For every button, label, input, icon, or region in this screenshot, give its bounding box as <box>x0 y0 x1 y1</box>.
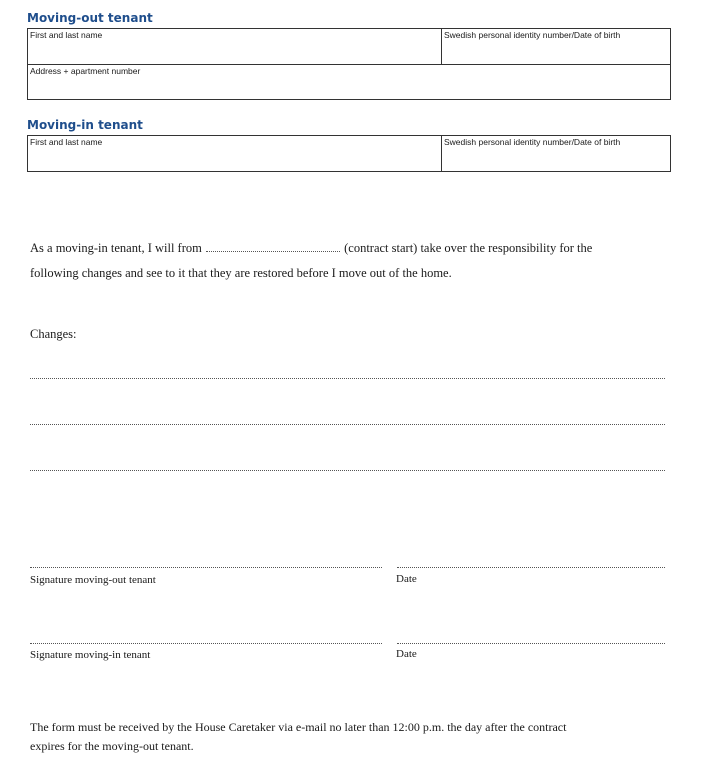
moving-in-id-label: Swedish personal identity number/Date of birth <box>444 137 621 147</box>
moving-out-name-label: First and last name <box>30 30 103 40</box>
moving-in-name-field[interactable] <box>28 136 441 171</box>
signature-moving-in-line[interactable] <box>30 643 382 644</box>
moving-in-id-field[interactable] <box>441 136 670 171</box>
signature-moving-out-label: Signature moving-out tenant <box>30 574 156 586</box>
changes-label: Changes: <box>30 327 77 341</box>
moving-out-fields <box>27 28 671 100</box>
changes-line-1[interactable] <box>30 378 665 379</box>
statement-part-1: As a moving-in tenant, I will from <box>30 241 202 255</box>
statement-line-2: following changes and see to it that they are restored before I move out of the home. <box>30 266 452 280</box>
footer-line-1: The form must be received by the House Caretaker via e-mail no later than 12:00 p.m. the day after the contract <box>30 720 567 734</box>
moving-in-fields <box>27 135 671 172</box>
date-moving-in-line[interactable] <box>397 643 665 644</box>
date-moving-out-line[interactable] <box>397 567 665 568</box>
statement-part-2: (contract start) take over the responsibility for the <box>344 241 593 255</box>
moving-out-id-field[interactable] <box>441 29 670 64</box>
moving-out-address-label: Address + apartment number <box>30 66 141 76</box>
moving-out-id-label: Swedish personal identity number/Date of birth <box>444 30 621 40</box>
changes-line-2[interactable] <box>30 424 665 425</box>
contract-start-date-field[interactable] <box>206 251 340 252</box>
signature-moving-out-line[interactable] <box>30 567 382 568</box>
moving-out-address-field[interactable] <box>28 65 670 99</box>
moving-out-name-field[interactable] <box>28 29 441 64</box>
statement-line-1 <box>30 240 592 256</box>
footer-line-2: expires for the moving-out tenant. <box>30 739 194 753</box>
signature-moving-in-label: Signature moving-in tenant <box>30 649 151 661</box>
changes-line-3[interactable] <box>30 470 665 471</box>
moving-in-heading: Moving-in tenant <box>27 118 143 132</box>
date-moving-out-label: Date <box>396 573 417 585</box>
date-moving-in-label: Date <box>396 648 417 660</box>
moving-in-name-label: First and last name <box>30 137 103 147</box>
moving-out-heading: Moving-out tenant <box>27 11 153 25</box>
